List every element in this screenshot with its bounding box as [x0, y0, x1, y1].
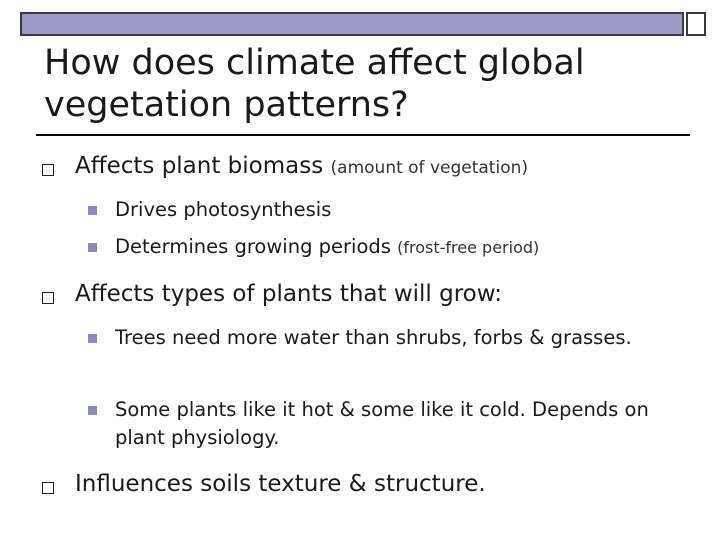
bullet-text: Affects plant biomass (amount of vegetation) [75, 153, 528, 179]
title-divider [36, 134, 690, 136]
hollow-square-bullet-icon [42, 164, 54, 176]
subbullet-text: Drives photosynthesis [115, 198, 332, 221]
subbullet-text: Trees need more water than shrubs, forbs & grasses. [115, 326, 632, 349]
header-decoration-bar [20, 12, 684, 36]
subbullet-text: Some plants like it hot & some like it cold. Depends on plant physiology. [115, 398, 649, 449]
bullet-text: Affects types of plants that will grow: [75, 281, 503, 307]
bullet-text: Influences soils texture & structure. [75, 471, 486, 497]
subbullet-text: Determines growing periods (frost-free period) [115, 235, 540, 258]
filled-square-bullet-icon [88, 334, 97, 343]
slide-title: How does climate affect global vegetation patterns? [44, 43, 585, 125]
hollow-square-bullet-icon [42, 292, 54, 304]
hollow-square-bullet-icon [42, 482, 54, 494]
filled-square-bullet-icon [88, 406, 97, 415]
bullet-note: (amount of vegetation) [330, 158, 528, 178]
filled-square-bullet-icon [88, 243, 97, 252]
subbullet-note: (frost-free period) [397, 238, 540, 257]
header-decoration-box [686, 12, 706, 36]
filled-square-bullet-icon [88, 206, 97, 215]
